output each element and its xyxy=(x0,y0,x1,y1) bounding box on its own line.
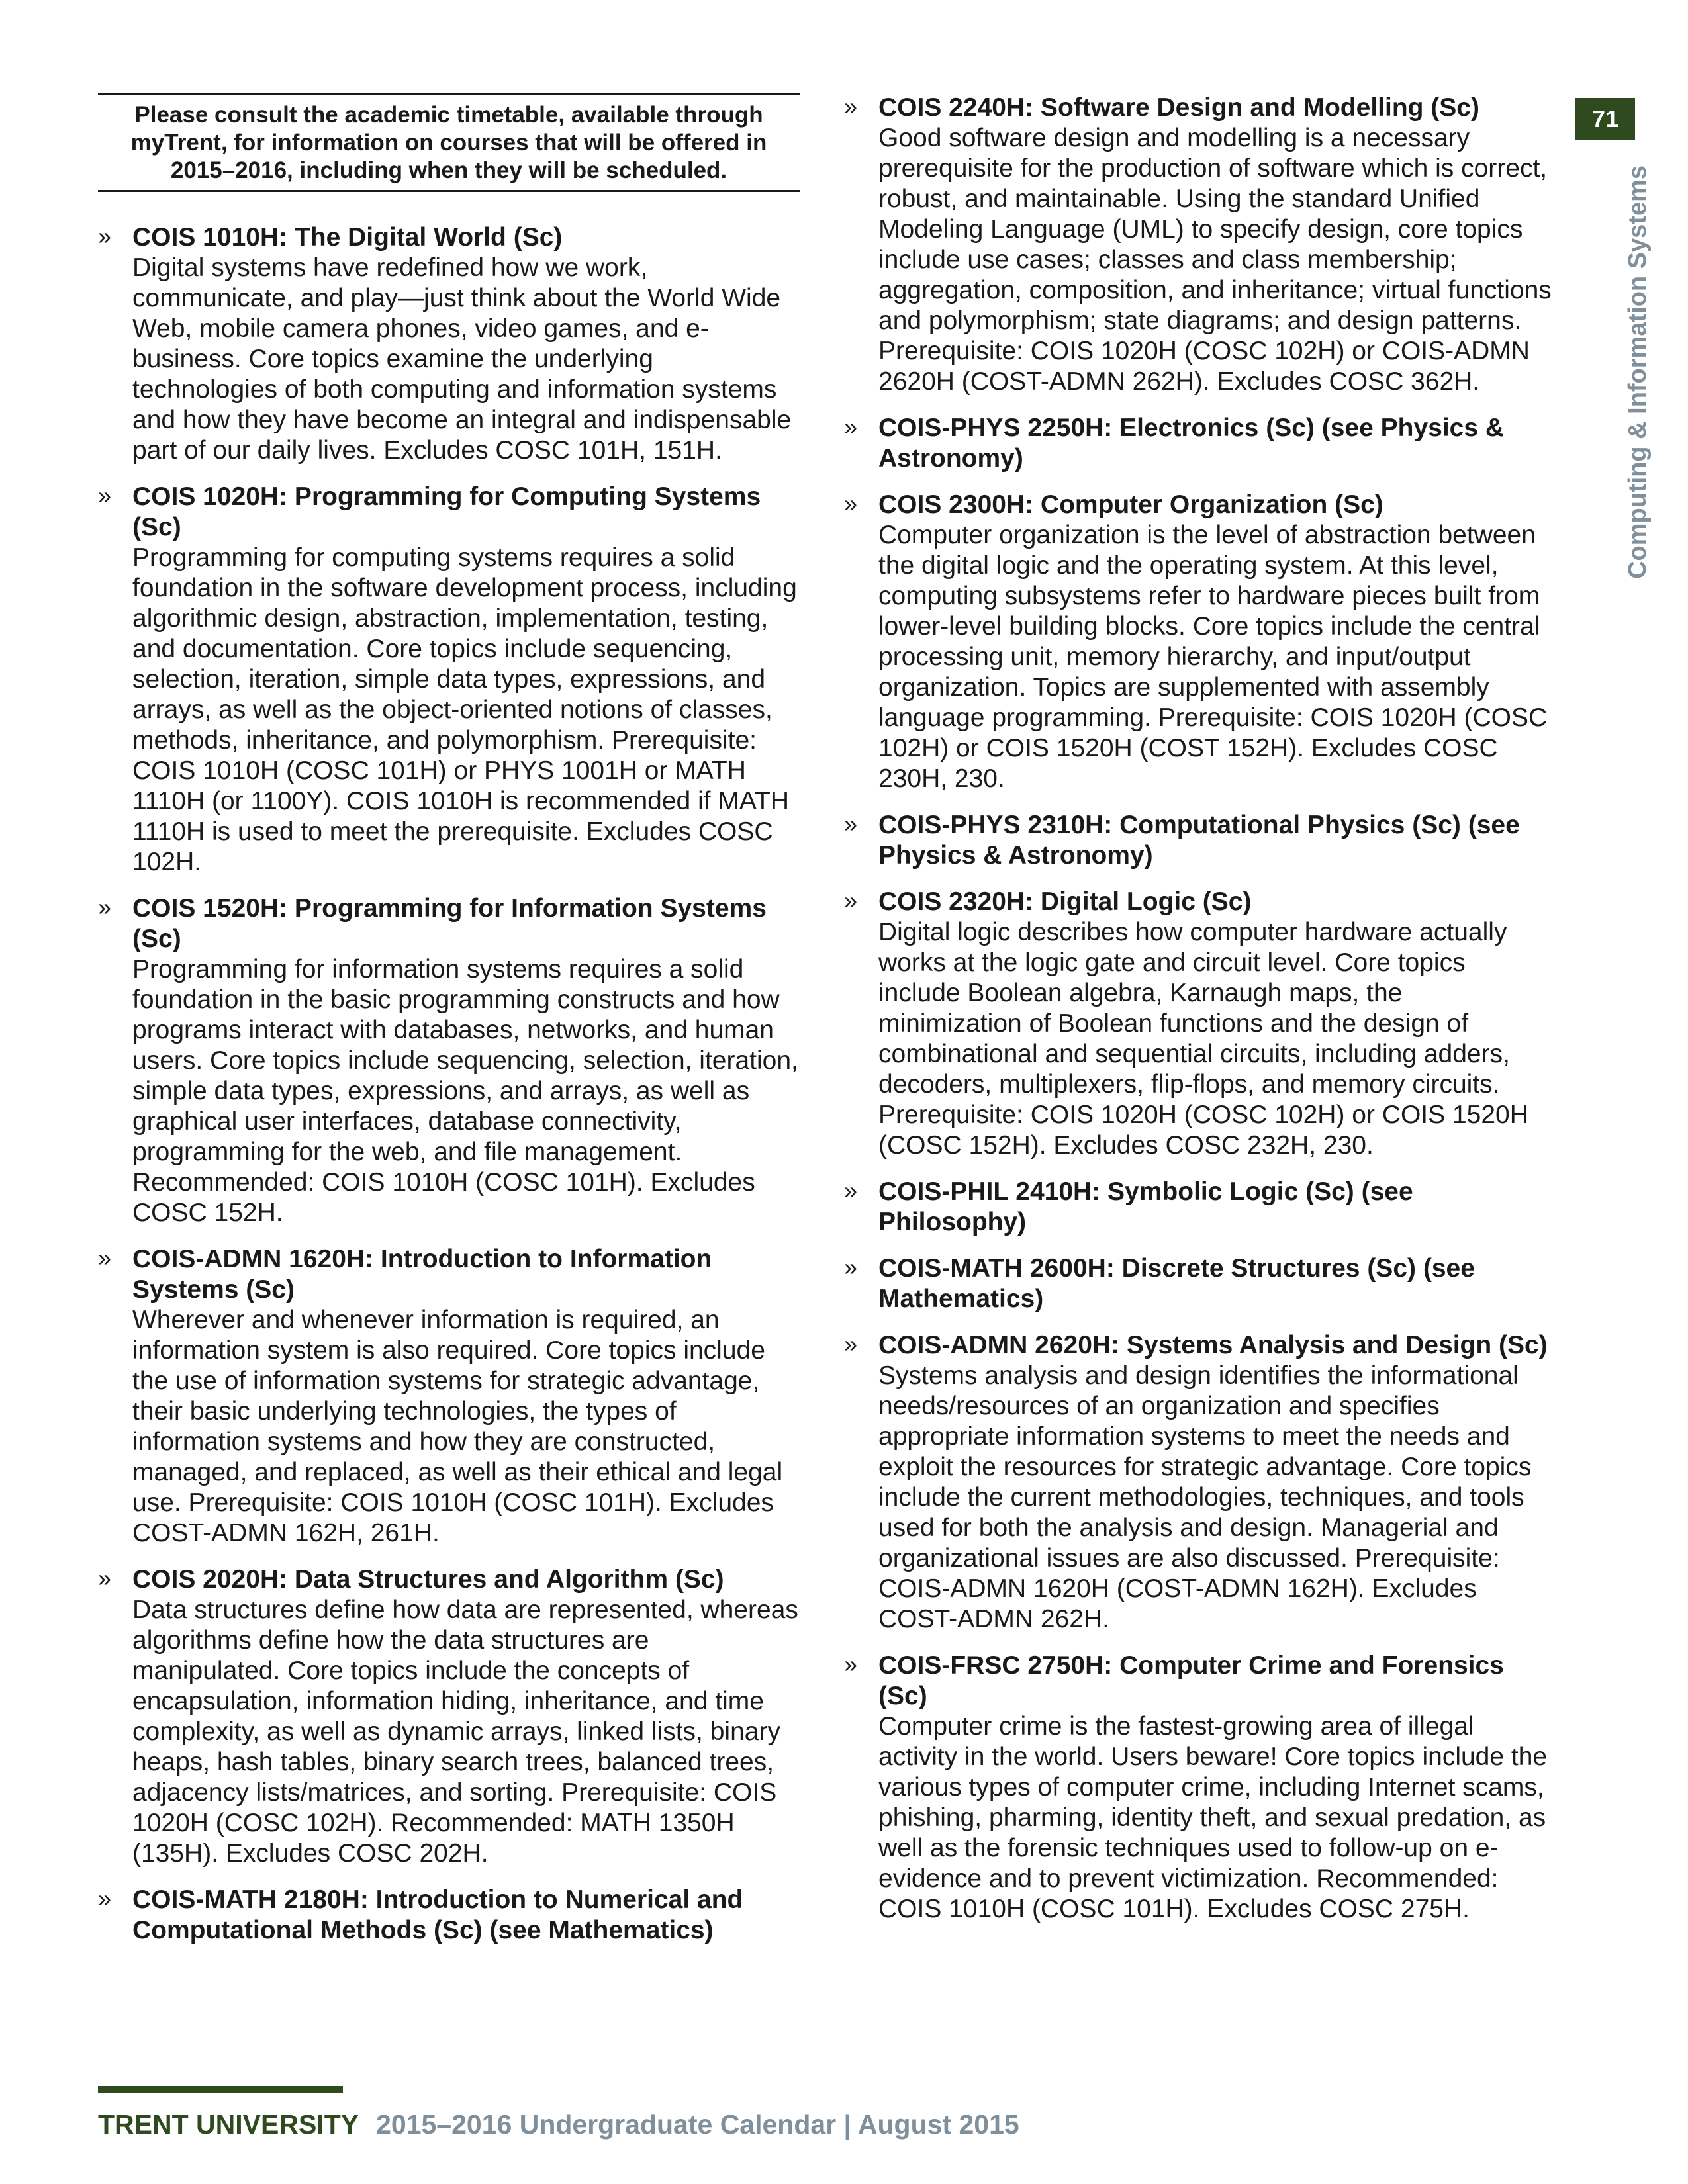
course-description: Wherever and whenever information is required, an information system is also required. Core topics include the use of information systems for strategic advantage, their basic underlying technologies, the types of information systems and how they are constructed, managed, and replaced, as well as their ethical and legal use. Prerequisite: COIS 1010H (COSC 101H). Excludes COST-ADMN 162H, 261H. xyxy=(132,1306,783,1547)
footer-rule xyxy=(98,2086,343,2093)
course-entry xyxy=(844,413,1552,474)
footer-university: TRENT UNIVERSITY xyxy=(98,2109,359,2140)
course-title: » COIS 1520H: Programming for Information Systems (Sc) xyxy=(132,894,767,953)
course-entry xyxy=(98,1885,800,1946)
course-title: » COIS-FRSC 2750H: Computer Crime and Forensics (Sc) xyxy=(878,1651,1504,1710)
page-number: 71 xyxy=(1575,98,1635,140)
course-title: » COIS 1010H: The Digital World (Sc) xyxy=(132,223,563,251)
right-column xyxy=(844,93,1552,1940)
course-title: » COIS-PHIL 2410H: Symbolic Logic (Sc) (see Philosophy) xyxy=(878,1177,1413,1236)
course-title: » COIS-PHYS 2310H: Computational Physics (Sc) (see Physics & Astronomy) xyxy=(878,811,1520,870)
course-description: Programming for information systems requires a solid foundation in the basic programming constructs and how programs interact with databases, networks, and human users. Core topics include sequencing, selection, iteration, simple data types, expressions, and arrays, as well as graphical user interfaces, database connectivity, programming for the web, and file management. Recommended: COIS 1010H (COSC 101H). Excludes COSC 152H. xyxy=(132,955,798,1227)
course-description: Programming for computing systems requires a solid foundation in the software development process, including algorithmic design, abstraction, implementation, testing, and documentation. Core topics include sequencing, selection, iteration, simple data types, expressions, and arrays, as well as the object-oriented notions of classes, methods, inheritance, and polymorphism. Prerequisite: COIS 1010H (COSC 101H) or PHYS 1001H or MATH 1110H (or 1100Y). COIS 1010H is recommended if MATH 1110H is used to meet the prerequisite. Excludes COSC 102H. xyxy=(132,543,797,876)
course-title: » COIS 2240H: Software Design and Modelling (Sc) xyxy=(878,93,1479,122)
course-title: » COIS 2320H: Digital Logic (Sc) xyxy=(878,887,1252,916)
course-entry xyxy=(844,810,1552,871)
course-entry xyxy=(844,887,1552,1161)
course-entry xyxy=(844,1330,1552,1635)
course-description: Good software design and modelling is a necessary prerequisite for the production of software which is correct, robust, and maintainable. Using the standard Unified Modeling Language (UML) to specify design, core topics include use cases; classes and class membership; aggregation, composition, and inheritance; virtual functions and polymorphism; state diagrams; and design patterns. Prerequisite: COIS 1020H (COSC 102H) or COIS-ADMN 2620H (COST-ADMN 262H). Excludes COSC 362H. xyxy=(878,124,1552,396)
course-entry xyxy=(98,1565,800,1869)
course-title: » COIS-ADMN 1620H: Introduction to Information Systems (Sc) xyxy=(132,1245,712,1304)
course-entry xyxy=(98,482,800,878)
course-title: » COIS 2020H: Data Structures and Algorithm (Sc) xyxy=(132,1565,724,1594)
course-entry xyxy=(98,1244,800,1549)
course-entry xyxy=(98,893,800,1228)
course-description: Digital systems have redefined how we work, communicate, and play—just think about the World Wide Web, mobile camera phones, video games, and e-business. Core topics examine the underlying technologies of both computing and information systems and how they have become an integral and indispensable part of our daily lives. Excludes COSC 101H, 151H. xyxy=(132,253,792,465)
course-description: Computer organization is the level of abstraction between the digital logic and the operating system. At this level, computing subsystems refer to hardware pieces built from lower-level building blocks. Core topics include the central processing unit, memory hierarchy, and input/output organization. Topics are supplemented with assembly language programming. Prerequisite: COIS 1020H (COSC 102H) or COIS 1520H (COST 152H). Excludes COSC 230H, 230. xyxy=(878,521,1548,793)
course-title: » COIS-ADMN 2620H: Systems Analysis and Design (Sc) xyxy=(878,1331,1548,1359)
course-title: » COIS-MATH 2180H: Introduction to Numerical and Computational Methods (Sc) (see Mathematics) xyxy=(132,1886,743,1944)
section-side-label: Computing & Information Systems xyxy=(1624,165,1652,579)
footer xyxy=(98,2108,1019,2141)
left-column xyxy=(98,93,800,1962)
course-title: » COIS-MATH 2600H: Discrete Structures (Sc) (see Mathematics) xyxy=(878,1254,1475,1313)
course-entry xyxy=(98,222,800,466)
course-description: Digital logic describes how computer hardware actually works at the logic gate and circuit level. Core topics include Boolean algebra, Karnaugh maps, the minimization of Boolean functions and the design of combinational and sequential circuits, including adders, decoders, multiplexers, flip-flops, and memory circuits. Prerequisite: COIS 1020H (COSC 102H) or COIS 1520H (COSC 152H). Excludes COSC 232H, 230. xyxy=(878,918,1528,1160)
course-title: » COIS-PHYS 2250H: Electronics (Sc) (see Physics & Astronomy) xyxy=(878,414,1505,473)
course-entry xyxy=(844,1177,1552,1238)
course-description: Computer crime is the fastest-growing area of illegal activity in the world. Users beware! Core topics include the various types of computer crime, including Internet scams, phishing, pharming, identity theft, and sexual predation, as well as the forensic techniques used to follow-up on e-evidence and to prevent victimization. Recommended: COIS 1010H (COSC 101H). Excludes COSC 275H. xyxy=(878,1712,1548,1923)
course-entry xyxy=(844,1253,1552,1314)
course-entry xyxy=(844,490,1552,794)
course-title: » COIS 1020H: Programming for Computing Systems (Sc) xyxy=(132,482,761,541)
timetable-notice: Please consult the academic timetable, available through myTrent, for information on courses that will be offered in 2015–2016, including when they will be scheduled. xyxy=(98,93,800,192)
course-entry xyxy=(844,93,1552,397)
course-entry xyxy=(844,1651,1552,1925)
course-description: Systems analysis and design identifies the informational needs/resources of an organization and specifies appropriate information systems to meet the needs and exploit the resources for strategic advantage. Core topics include the current methodologies, techniques, and tools used for both the analysis and design. Managerial and organizational issues are also discussed. Prerequisite: COIS-ADMN 1620H (COST-ADMN 162H). Excludes COST-ADMN 262H. xyxy=(878,1361,1532,1633)
course-title: » COIS 2300H: Computer Organization (Sc) xyxy=(878,490,1383,519)
footer-calendar: 2015–2016 Undergraduate Calendar | August 2015 xyxy=(376,2109,1019,2140)
course-description: Data structures define how data are represented, whereas algorithms define how the data structures are manipulated. Core topics include the concepts of encapsulation, information hiding, inheritance, and time complexity, as well as dynamic arrays, linked lists, binary heaps, hash tables, binary search trees, balanced trees, adjacency lists/matrices, and sorting. Prerequisite: COIS 1020H (COSC 102H). Recommended: MATH 1350H (135H). Excludes COSC 202H. xyxy=(132,1596,798,1868)
